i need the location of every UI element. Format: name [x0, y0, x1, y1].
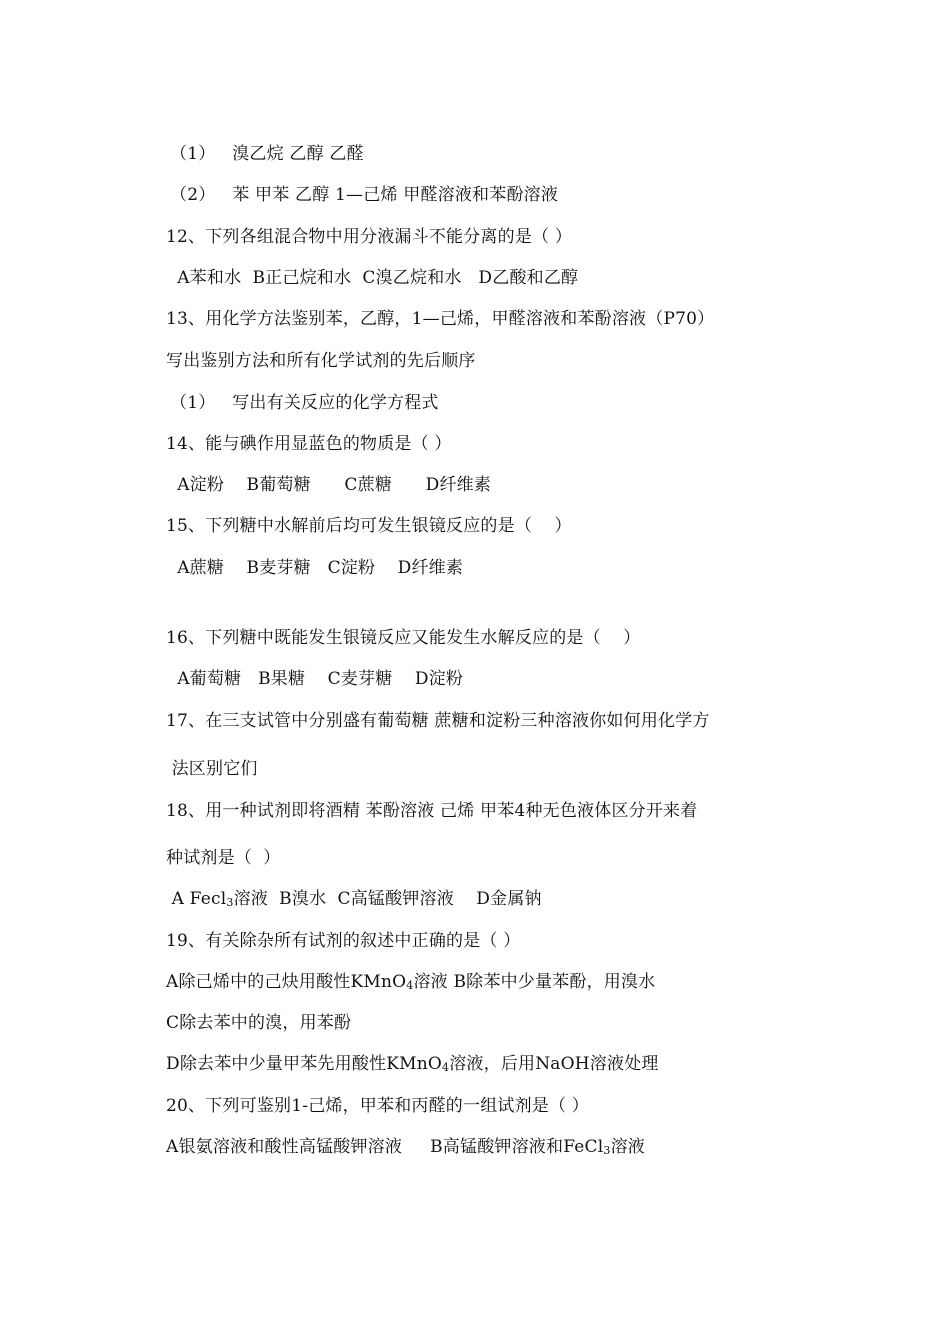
- text-line: 种试剂是（ ）: [166, 848, 281, 868]
- question-17: 17、在三支试管中分别盛有葡萄糖 蔗糖和淀粉三种溶液你如何用化学方: [166, 711, 710, 731]
- question-14-options: A淀粉 B葡萄糖 C蔗糖 D纤维素: [166, 475, 492, 495]
- question-15-options: A蔗糖 B麦芽糖 C淀粉 D纤维素: [166, 558, 464, 578]
- text-line: 法区别它们: [166, 759, 258, 779]
- text-line: 写出鉴别方法和所有化学试剂的先后顺序: [166, 351, 476, 371]
- question-16: 16、下列糖中既能发生银镜反应又能发生水解反应的是（ ）: [166, 628, 641, 648]
- question-16-options: A葡萄糖 B果糖 C麦芽糖 D淀粉: [166, 669, 464, 689]
- question-19: 19、有关除杂所有试剂的叙述中正确的是（ ）: [166, 931, 521, 951]
- question-20: 20、下列可鉴别1-己烯，甲苯和丙醛的一组试剂是（ ）: [166, 1096, 589, 1116]
- question-13: 13、用化学方法鉴别苯，乙醇，1—己烯，甲醛溶液和苯酚溶液（P70）: [166, 309, 715, 329]
- question-20-options: A银氨溶液和酸性高锰酸钾溶液 B高锰酸钾溶液和FeCl3溶液: [166, 1137, 645, 1157]
- question-14: 14、能与碘作用显蓝色的物质是（ ）: [166, 434, 452, 454]
- question-18-options: A Fecl3溶液 B溴水 C高锰酸钾溶液 D金属钠: [166, 889, 542, 909]
- text-line: （1） 写出有关反应的化学方程式: [170, 393, 439, 413]
- text-line: （2） 苯 甲苯 乙醇 1—己烯 甲醛溶液和苯酚溶液: [170, 185, 559, 205]
- text-line: （1） 溴乙烷 乙醇 乙醛: [170, 144, 364, 164]
- question-19-option-ab: A除己烯中的己炔用酸性KMnO4溶液 B除苯中少量苯酚，用溴水: [166, 972, 656, 992]
- question-19-option-d: D除去苯中少量甲苯先用酸性KMnO4溶液，后用NaOH溶液处理: [166, 1054, 659, 1074]
- question-19-option-c: C除去苯中的溴，用苯酚: [166, 1013, 352, 1033]
- question-15: 15、下列糖中水解前后均可发生银镜反应的是（ ）: [166, 516, 572, 536]
- question-18: 18、用一种试剂即将酒精 苯酚溶液 己烯 甲苯4种无色液体区分开来着: [166, 801, 698, 821]
- question-12: 12、下列各组混合物中用分液漏斗不能分离的是（ ）: [166, 227, 573, 247]
- question-12-options: A苯和水 B正己烷和水 C溴乙烷和水 D乙酸和乙醇: [166, 268, 579, 288]
